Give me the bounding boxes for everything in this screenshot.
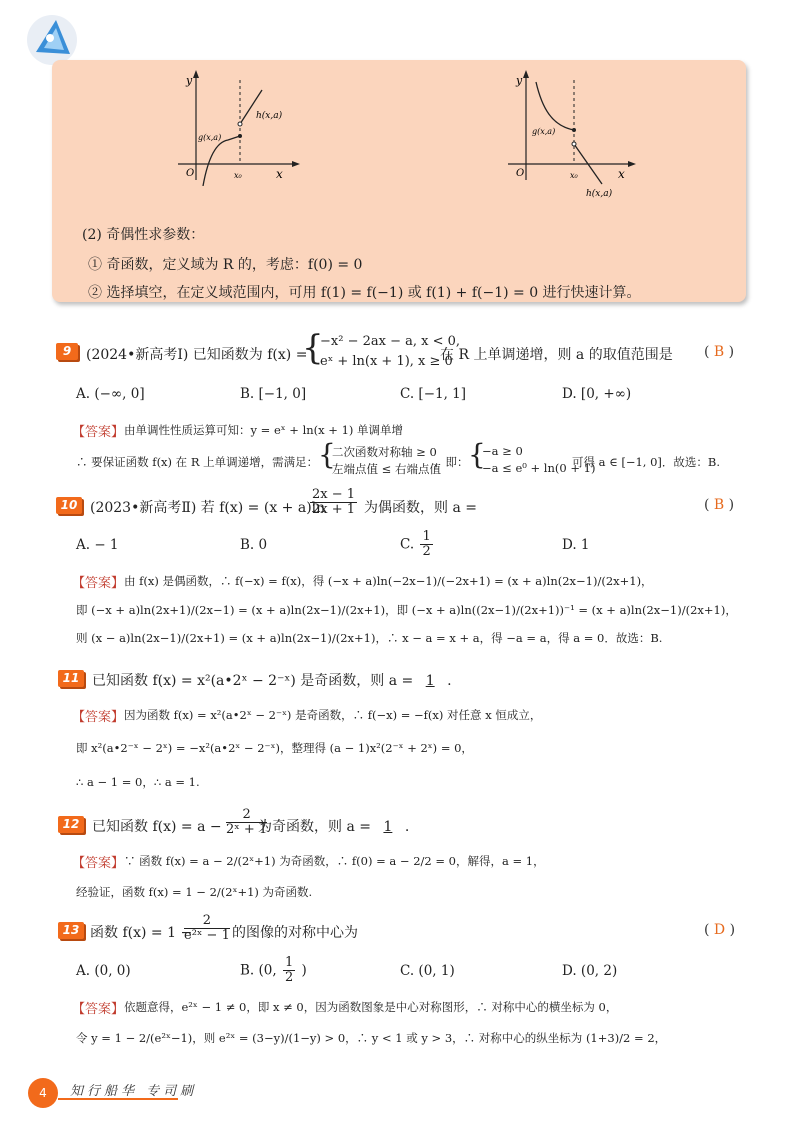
q10-solution-2: 即 (−x + a)ln(2x+1)/(2x−1) = (x + a)ln(2x−1)/(2x+1)，即 (−x + a)ln((2x−1)/(2x+1))⁻¹ = (x + a)ln(2x−1)/(2x+1)， [76,603,737,617]
q12-frac-num: 2 [226,808,267,823]
box-line-1: (2) 奇偶性求参数： [82,227,205,243]
graph-increasing [170,68,320,186]
q13-optb-num: 1 [284,955,294,970]
q10-optc-num: 1 [422,529,431,544]
box-line-2: ① 奇函数，定义域为 R 的，考虑：f(0) = 0 [88,257,363,273]
q9-solution-2c: ，即： [434,455,469,469]
q10-option-c[interactable]: C. $\frac{1}{2}$ [400,529,431,559]
question-number-10: 10 [56,497,82,514]
graph1-y-label: y [186,74,193,87]
q10-frac-num: 2x − 1 [312,487,356,502]
q9-solution-2d1: −a ≥ 0 [482,444,523,458]
q10-stem-b: 为偶函数，则 a = [364,500,477,516]
q9-stem-a: (2024•新高考Ⅰ) 已知函数为 f(x) = [86,347,308,363]
q13-answer-label: 【答案】 [72,1002,125,1017]
footer-slogan: 知行船华 专司刷 [70,1084,198,1099]
graph1-origin: O [186,168,195,179]
q10-answer-label: 【答案】 [72,576,125,591]
q9-answer-label: 【答案】 [72,425,125,440]
q9-solution-2d2: −a ≤ e⁰ + ln(0 + 1) [482,461,596,475]
q10-stem-a: (2023•新高考Ⅱ) 若 f(x) = (x + a)ln [90,500,326,516]
graph2-origin: O [516,168,525,179]
graph-decreasing [500,68,650,208]
q13-option-d[interactable]: D. (0, 2) [562,963,618,979]
page-number: 4 [28,1078,58,1108]
q13-option-c[interactable]: C. (0, 1) [400,963,455,979]
q11-solution-2: 即 x²(a•2⁻ˣ − 2ˣ) = −x²(a•2ˣ − 2⁻ˣ)，整理得 (a − 1)x²(2⁻ˣ + 2ˣ) = 0， [76,741,473,755]
q9-case-1: −x² − 2ax − a, x < 0, [320,334,461,349]
q10-frac-den: 2x + 1 [312,502,356,517]
graph2-h-label: h(x,a) [586,189,613,199]
q12-answer-label: 【答案】 [72,856,125,871]
question-number-13: 13 [58,922,84,939]
q9-solution-2e: 可得 a ∈ [−1, 0]．故选：B. [572,455,720,469]
q10-fraction [310,488,357,517]
q9-stem-b: 在 R 上单调递增，则 a 的取值范围是 [440,347,673,363]
q10-solution-1: 由 f(x) 是偶函数，∴ f(−x) = f(x)，得 (−x + a)ln(−2x−1)/(−2x+1) = (x + a)ln(2x−1)/(2x+1)， [124,574,653,588]
q9-option-c[interactable]: C. [−1, 1] [400,386,467,402]
q13-option-b[interactable]: B. (0, $\frac{1}{2}$ ) [240,955,307,985]
q9-sol-brace-2: { [468,438,486,471]
q12-solution-2: 经验证，函数 f(x) = 1 − 2/(2ˣ+1) 为奇函数. [76,885,313,899]
q9-option-b[interactable]: B. [−1, 0] [240,386,307,402]
q9-option-d[interactable]: D. [0, +∞) [562,386,632,402]
q9-case-2: eˣ + ln(x + 1), x ≥ 0 [320,354,453,369]
graph2-g-label: g(x,a) [532,127,556,136]
q13-optb-den: 2 [284,970,294,985]
q10-answer: ( B ) [704,497,735,513]
question-number-11: 11 [58,670,84,687]
q9-answer: ( B ) [704,344,735,360]
logo-icon [26,14,78,66]
graph1-h-label: h(x,a) [256,111,283,121]
question-number-9: 9 [56,343,78,360]
q11-solution-1: 因为函数 f(x) = x²(a•2ˣ − 2⁻ˣ) 是奇函数，∴ f(−x) = −f(x) 对任意 x 恒成立， [124,708,542,722]
q9-option-a[interactable]: A. (−∞, 0] [76,386,145,402]
q12-blank: 1 [383,819,393,835]
q9-sol-brace-1: { [318,438,336,471]
q10-optc-den: 2 [422,544,431,559]
q13-option-a[interactable]: A. (0, 0) [76,963,131,979]
graph1-g-label: g(x,a) [198,133,222,142]
q12-frac-den: 2ˣ + 1 [226,822,268,837]
q10-solution-3: 则 (x − a)ln(2x−1)/(2x+1) = (x + a)ln(2x−1)/(2x+1)，∴ x − a = x + a，得 −a = a，得 a = 0．故选：B. [76,631,663,645]
graph2-y-label: y [516,74,523,87]
q9-solution-2b1: 二次函数对称轴 ≥ 0 [332,445,437,459]
graph1-x0: x₀ [234,171,242,180]
q13-answer: ( D ) [704,922,736,938]
q11-answer-label: 【答案】 [72,710,125,725]
q9-solution-2b2: 左端点值 ≤ 右端点值 [332,462,441,476]
q13-frac-num: 2 [184,914,230,929]
q11-stem: 已知函数 f(x) = x²(a•2ˣ − 2⁻ˣ) 是奇函数，则 a = 1 . [92,673,452,689]
question-number-12: 12 [58,816,84,833]
graph1-x-label: x [276,167,283,181]
q10-option-b[interactable]: B. 0 [240,537,268,553]
q9-brace: { [302,328,324,368]
q10-option-d[interactable]: D. 1 [562,537,590,553]
q12-stem-b: 为奇函数，则 a = 1 . [258,819,410,835]
graph2-x-label: x [618,167,625,181]
q12-solution-1: ∵ 函数 f(x) = a − 2/(2ˣ+1) 为奇函数，∴ f(0) = a − 2/2 = 0，解得，a = 1， [124,854,545,868]
q10-option-a[interactable]: A. − 1 [76,537,119,553]
q13-stem-a: 函数 f(x) = 1 − [90,925,193,941]
q9-solution-2a: ∴ 要保证函数 f(x) 在 R 上单调递增，需满足： [76,455,319,469]
q13-solution-2: 令 y = 1 − 2/(e²ˣ−1)，则 e²ˣ = (3−y)/(1−y) > 0，∴ y < 1 或 y > 3，∴ 对称中心的纵坐标为 (1+3)/2 = 2， [76,1031,667,1045]
q11-solution-3: ∴ a − 1 = 0，∴ a = 1. [76,775,200,789]
q13-solution-1: 依题意得，e²ˣ − 1 ≠ 0，即 x ≠ 0，因为函数图象是中心对称图形，∴ 对称中心的横坐标为 0， [124,1000,618,1014]
graph2-x0: x₀ [570,171,578,180]
q12-stem-a: 已知函数 f(x) = a − [92,819,222,835]
q13-stem-b: 的图像的对称中心为 [232,925,358,941]
q13-fraction [184,914,230,943]
q9-solution-1: 由单调性性质运算可知：y = eˣ + ln(x + 1) 单调单增 [124,423,404,437]
q11-blank: 1 [425,673,435,689]
q13-frac-den: e²ˣ − 1 [184,928,230,943]
box-line-3: ② 选择填空，在定义域范围内，可用 f(1) = f(−1) 或 f(1) + f(−1) = 0 进行快速计算。 [88,285,641,301]
